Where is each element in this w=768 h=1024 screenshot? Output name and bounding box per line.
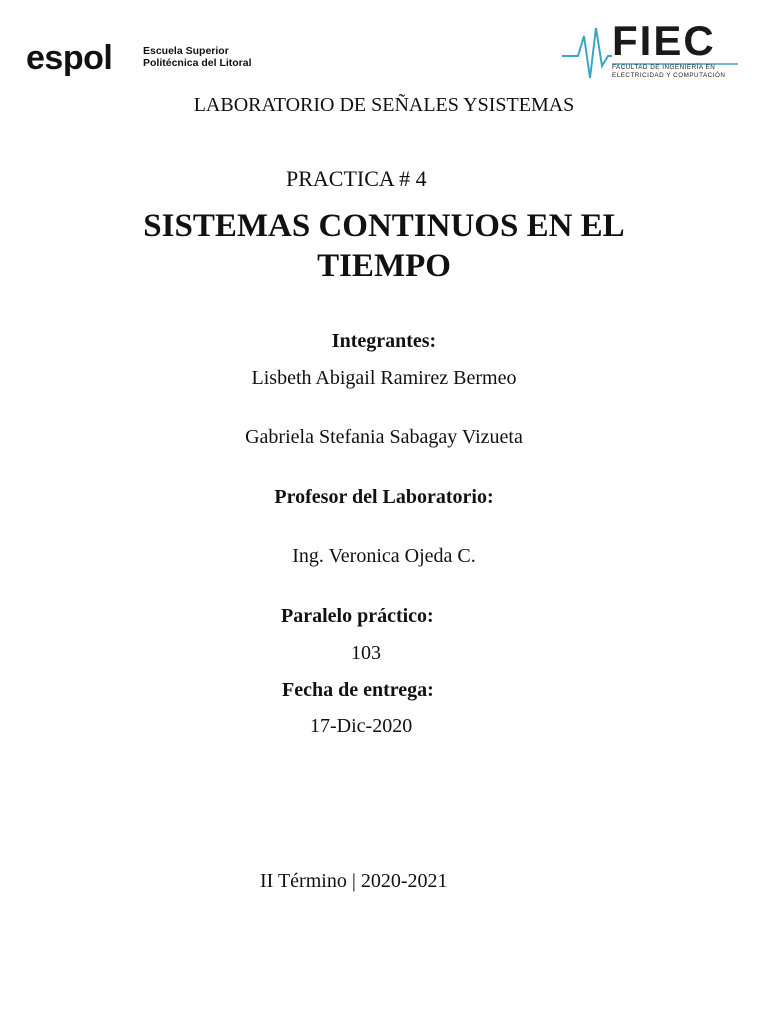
espol-logo [26,36,286,80]
fiec-logo-word: FIEC [612,17,716,64]
espol-logo-line1: Escuela Superior [143,45,229,57]
academic-term: II Término | 2020-2021 [260,870,448,892]
espol-logo-line2: Politécnica del Litoral [143,57,252,69]
espol-logo-word: espol [26,39,113,77]
due-date: 17-Dic-2020 [310,715,413,737]
member-name: Gabriela Stefania Sabagay Vizueta [245,426,523,448]
fiec-logo-line1: FACULTAD DE INGENIERÍA EN [612,64,716,71]
lab-name: LABORATORIO DE SEÑALES YSISTEMAS [193,94,575,116]
professor-heading: Profesor del Laboratorio: [274,486,494,508]
member-name: Lisbeth Abigail Ramirez Bermeo [251,367,517,389]
due-date-heading: Fecha de entrega: [282,679,434,701]
fiec-logo [560,18,740,90]
document-title-line2: TIEMPO [317,248,451,284]
fiec-logo-subtitle [612,64,740,80]
espol-logo-subtitle [143,45,252,69]
practice-number: PRACTICA # 4 [286,166,427,191]
section-heading: Paralelo práctico: [281,605,434,627]
members-heading: Integrantes: [331,330,437,352]
professor-name: Ing. Veronica Ojeda C. [292,545,476,567]
document-title [0,206,768,286]
document-title-line1: SISTEMAS CONTINUOS EN EL [143,208,625,244]
fiec-logo-line2: ELECTRICIDAD Y COMPUTACIÓN [612,72,726,79]
section-number: 103 [351,642,381,664]
